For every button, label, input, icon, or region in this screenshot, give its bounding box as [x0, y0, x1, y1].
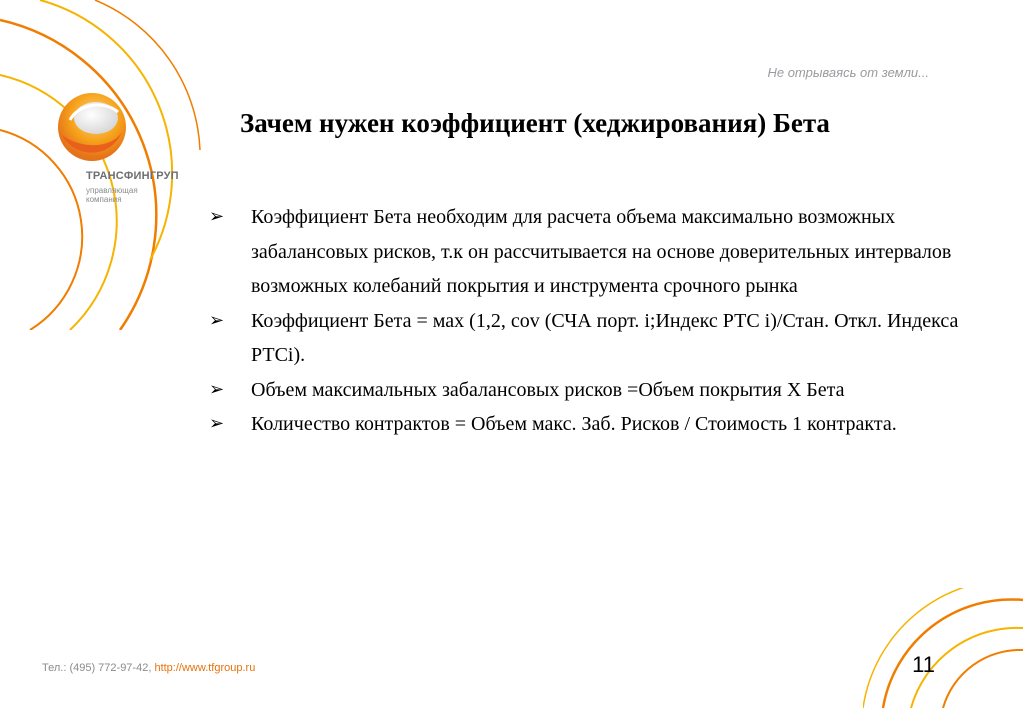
- bullet-item: [205, 407, 985, 442]
- bullet-text: Коэффициент Бета = мах (1,2, cov (СЧА порт. i;Индекс РТС i)/Стан. Откл. Индекса РТСi).: [251, 309, 959, 366]
- page-number: 11: [912, 652, 935, 677]
- arrow-bullet-icon: ➢: [209, 413, 225, 434]
- logo-subtitle-line-1: управляющая: [86, 186, 138, 195]
- bullet-list: [205, 200, 985, 442]
- bullet-text: Количество контрактов = Объем макс. Заб. Рисков / Стоимость 1 контракта.: [251, 413, 897, 435]
- footer-website-link[interactable]: http://www.tfgroup.ru: [154, 662, 256, 674]
- bullet-item: [205, 200, 985, 304]
- logo-subtitle: [86, 186, 138, 204]
- bullet-text: Коэффициент Бета необходим для расчета объема максимально возможных забалансовых рисков, т.к он рассчитывается на основе доверительных интервалов возможных колебаний покрытия и инструмента срочного рынка: [251, 206, 952, 297]
- tagline: Не отрываясь от земли...: [767, 65, 929, 80]
- company-logo: [52, 90, 202, 204]
- footer-phone: Тел.: (495) 772-97-42,: [42, 662, 155, 674]
- bullet-text: Объем максимальных забалансовых рисков =Объем покрытия Х Бета: [251, 378, 845, 401]
- bullet-item: [205, 304, 985, 373]
- decorative-arcs-right: [863, 588, 1023, 708]
- arrow-bullet-icon: ➢: [209, 378, 225, 400]
- slide-title: Зачем нужен коэффициент (хеджирования) Бета: [240, 108, 830, 138]
- arrow-bullet-icon: ➢: [209, 309, 225, 331]
- bullet-item: [205, 373, 985, 408]
- footer-contact: [42, 662, 255, 674]
- decorative-arcs-left: [0, 0, 230, 330]
- tfg-sphere-logo-icon: [52, 90, 132, 165]
- logo-company-name: ТРАНСФИНГРУП: [86, 170, 179, 182]
- arrow-bullet-icon: ➢: [209, 206, 225, 227]
- logo-subtitle-line-2: компания: [86, 195, 122, 204]
